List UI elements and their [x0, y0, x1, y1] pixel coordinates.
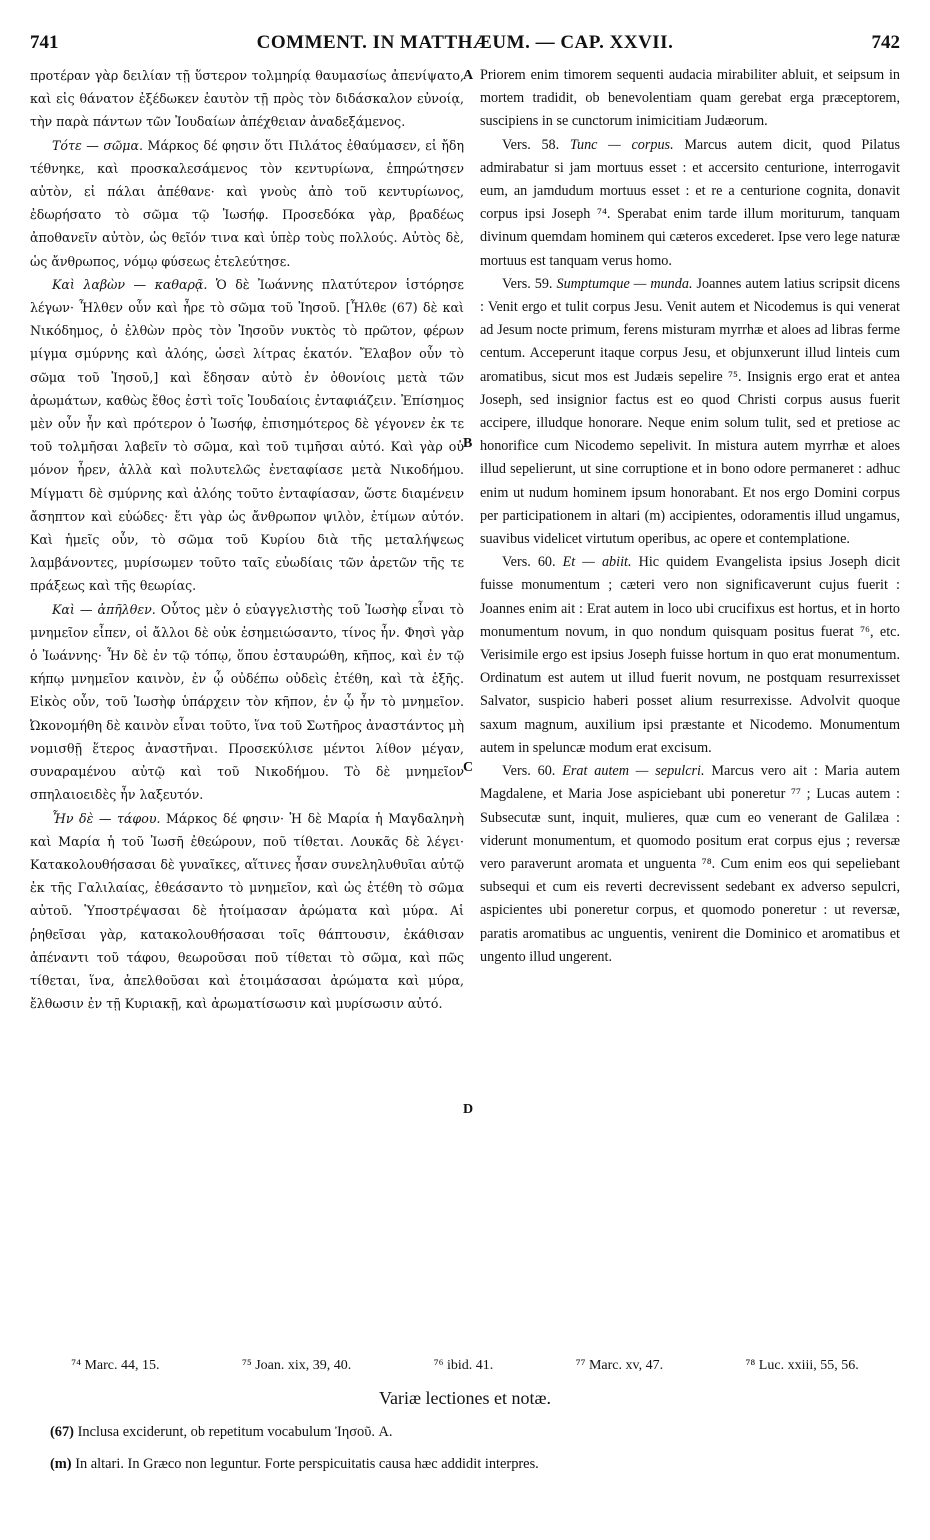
footnote-ref: ⁷⁸ Luc. xxiii, 55, 56.	[745, 1358, 859, 1373]
paragraph-text: Ὁ δὲ Ἰωάννης πλατύτερον ἱστόρησε λέγων· Ἦλθεν οὖν καὶ ἦρε τὸ σῶμα τοῦ Ἰησοῦ. [Ἦλθε (67) δὲ καὶ Νικόδημος, ὁ ἐλθὼν πρὸς τὸν Ἰησοῦν νυκτὸς τὸ πρῶτον, φέρων μίγμα σμύρνης καὶ ἀλόης, ὡσεὶ λίτρας ἑκατόν. Ἔλαβον οὖν τὸ σῶμα τοῦ Ἰησοῦ,] καὶ ἔδησαν αὐτὸ ἐν ὀθονίοις μετὰ τῶν ἀρωμάτων, καθὼς ἔθος ἐστὶ τοῖς Ἰουδαίοις ἐνταφιάζειν. Ἐπίσημος μὲν οὖν ἦν καὶ πρότερον ὁ Ἰωσήφ, ἐπισημότερος δὲ γέγονεν ἐκ τε τοῦ τολμῆσαι λαβεῖν τὸ σῶμα, καὶ τοῦ τιμῆσαι αὐτό. Καὶ γὰρ οὐ μόνον ἦρεν, ἀλλὰ καὶ πολυτελῶς ἐνεταφίασε μετὰ Νικοδήμου. Μίγματι δὲ σμύρνης καὶ ἀλόης τοῦτο ἐνταφίασαν, ὥστε διαμένειν ἄσηπτον καὶ εὐώδες· ἔτι γὰρ ὡς ἄνθρωπον ψιλὸν, ἐτίμων αὐτόν. Καὶ ἡμεῖς οὖν, τὸ σῶμα τοῦ Κυρίου διὰ τῆς μεταλήψεως λαμβάνοντες, μυρίσωμεν τοῦτο ταῖς εὐωδίαις τῶν ἀρετῶν τῆς τε πράξεως καὶ τῆς θεωρίας.	[30, 276, 464, 594]
paragraph-text: προτέραν γὰρ δειλίαν τῇ ὕστερον τολμηρίᾳ θαυμασίως ἀπενίψατο, καὶ εἰς θάνατον ἐξέδωκεν ἑαυτὸν τῇ πρὸς τὸν διδάσκαλον εὐνοίᾳ, τὴν παρὰ πάντων τῶν Ἰουδαίων ἀπέχθειαν ἀναδεξάμενος.	[30, 68, 464, 130]
paragraph-text: Marcus vero ait : Maria autem Magdalene, et Maria Jose aspiciebant ubi poneretur ⁷⁷ ; Lucas autem : Subsecutæ sunt, inquit, mulieres, quæ cum eo venerant de Galilæa : viderunt monumentum, et quomodo positum erat corpus ejus ; reversæ vero paraverunt aromata et unguenta ⁷⁸. Cum enim eos qui sepeliebant subsequi et cum eis reverti decrevissent sedebant ex adverso sepulcri, aspicientes ubi poneretur corpus, et quomodo poneretur : ut reversæ, paratis aromatibus ac unguentis, venirent die Dominico et aromatibus et ungento illud ungerent.	[480, 763, 901, 965]
note-67	[50, 1424, 900, 1441]
lemma: Et — abiit.	[562, 554, 632, 571]
greek-paragraph	[30, 64, 464, 134]
page-number-left: 741	[30, 32, 59, 53]
paragraph-text: Μάρκος δέ φησιν· Ἡ δὲ Μαρία ἡ Μαγδαληνὴ καὶ Μαρία ἡ τοῦ Ἰωσῆ ἐθεώρουν, ποῦ τίθεται. Λουκᾶς δὲ λέγει· Κατακολουθήσασαι δὲ γυναῖκες, αἵτινες ἦσαν συνεληλυθυῖαι αὐτῷ ἐκ τῆς Γαλιλαίας, ἐθεάσαντο τὸ μνημεῖον, καὶ ὡς ἐτέθη τὸ σῶμα αὐτοῦ. Ὑποστρέψασαι δὲ ἡτοίμασαν ἀρώματα καὶ μύρα. Αἱ ῥηθεῖσαι γὰρ, κατακολουθήσασαι τοῖς θάπτουσιν, ἐκάθισαν ἀπέναντι τοῦ τάφου, θεωροῦσαι ποῦ τίθεται τὸ σῶμα, καὶ πῶς τίθεται, ἵνα, ἀπελθοῦσαι καὶ ἑτοιμάσασαι ἀρώματα καὶ μύρα, ἔλθωσιν ἐν τῇ Κυριακῇ, καὶ ἀρωματίσωσιν καὶ μυρίσωσιν αὐτό.	[30, 810, 464, 1012]
note-text: Inclusa exciderunt, ob repetitum vocabulum Ἰησοῦ. A.	[77, 1424, 393, 1440]
latin-paragraph	[480, 134, 900, 273]
footnote-ref: ⁷⁵ Joan. xix, 39, 40.	[241, 1358, 352, 1373]
greek-column	[30, 64, 464, 1015]
latin-column	[480, 64, 900, 969]
footnote-ref: ⁷⁷ Marc. xv, 47.	[575, 1358, 664, 1373]
verse-label: Vers. 60.	[502, 763, 556, 780]
running-header	[30, 32, 900, 58]
verse-label: Vers. 60.	[502, 554, 556, 571]
verse-label: Vers. 58.	[502, 136, 560, 153]
page-number-right: 742	[871, 32, 900, 53]
verse-label: Vers. 59.	[502, 275, 553, 292]
lemma: Ἦν δὲ — τάφου.	[52, 810, 161, 826]
lemma: Tunc — corpus.	[569, 136, 674, 153]
lemma: Καὶ — ἀπῆλθεν.	[52, 601, 156, 617]
footnote-ref: ⁷⁴ Marc. 44, 15.	[71, 1358, 160, 1373]
margin-marker-d: D	[463, 1102, 474, 1117]
paragraph-text: Joannes autem latius scripsit dicens : Venit ergo et tulit corpus Jesu. Venit autem et Nicodemus is qui venerat ad Jesum nocte primum, ferens misturam myrrhæ et aloes ad libras ferme centum. Acceperunt itaque corpus Jesu, et objunxerunt illud linteis cum aromatibus, sicut mos est Judæis sepelire ⁷⁵. Insignis ergo erat et antea Joseph, sed insignior factus est eo quod Christi corpus ausus fuerit accipere, illudque honorare. Neque enim solum tulit, sed et pretiose ac honorifice cum Nicodemo sepelivit. In mistura autem myrrhæ et aloes illud sepelierunt, ut sine corruptione et in bono odore permaneret : adhuc enim ut nudum hominem ipsum honorabant. Et nos ergo Domini corpus per participationem in altari (m) accipientes, odoramentis illud ungamus, suavibus videlicet virtutum operibus, ac opere et contemplatione.	[480, 275, 900, 548]
greek-paragraph	[30, 807, 464, 1016]
paragraph-text: Hic quidem Evangelista ipsius Joseph dicit fuisse monumentum ; cæteri vero non significaverunt cujus fuerit : Joannes enim ait : Erat autem in loco ubi crucifixus est hortus, et in horto monumentum novum, in quo nondum quisquam positus fuerat ⁷⁶, etc. Verisimile ergo est ipsius Joseph fuisse hortum in quo erat monumentum. Ordinatum est autem ut illud fuerit novum, ne postquam resurrexisset Salvator, suspicio haberi posset alium resurrexisse. Advolvit quoque saxum magnum, auxilium ipsi præstante et Nicodemo. Monumentum autem in speluncæ modum erat excisum.	[480, 554, 901, 756]
paragraph-text: Μάρκος δέ φησιν ὅτι Πιλάτος ἐθαύμασεν, εἰ ἤδη τέθνηκε, καὶ προσκαλεσάμενος τὸν κεντυρίωνα, ἐπηρώτησεν αὐτὸν, εἰ πάλαι ἀπέθανε· καὶ γνοὺς ἀπὸ τοῦ κεντυρίωνος, ἐδωρήσατο τὸ σῶμα τῷ Ἰωσήφ. Προσεδόκα γὰρ, βραδέως ἀποθανεῖν αὐτὸν, ὡς θεῖόν τινα καὶ ὑπὲρ τοὺς πολλούς. Αὐτὸς δὲ, ὡς ἄνθρωπος, νόμῳ φύσεως ἐτελεύτησε.	[30, 137, 465, 269]
lemma: Erat autem — sepulcri.	[562, 763, 705, 780]
paragraph-text: Marcus autem dicit, quod Pilatus admirabatur si jam mortuus esset : et accersito centurione, interrogavit eum, an jamdudum mortuus esset : et re a centurione cognita, donavit corpus ipsi Joseph ⁷⁴. Sperabat enim tarde illum moriturum, tanquam divinum quemdam hominem qui cæteros excederet. Ipse vero lege naturæ mortuus est tanquam verus homo.	[480, 136, 901, 269]
lemma: Sumptumque — munda.	[556, 275, 693, 292]
margin-marker-a: A	[463, 68, 474, 83]
lemma: Τότε — σῶμα.	[52, 137, 143, 153]
greek-paragraph	[30, 134, 464, 273]
lemma: Καὶ λαβὼν — καθαρᾷ.	[52, 276, 208, 292]
running-title: COMMENT. IN MATTHÆUM. — CAP. XXVII.	[256, 32, 674, 53]
margin-markers	[463, 64, 477, 1314]
margin-marker-c: C	[463, 760, 474, 775]
note-label: (67)	[50, 1424, 74, 1440]
paragraph-text: Priorem enim timorem sequenti audacia mirabiliter abluit, et seipsum in mortem tradidit, ob benevolentiam quam gerebat erga præceptorem, suscipiens in se cunctorum inimicitiam Judæorum.	[480, 67, 900, 130]
paragraph-text: Οὗτος μὲν ὁ εὐαγγελιστὴς τοῦ Ἰωσὴφ εἶναι τὸ μνημεῖον εἶπεν, οἱ ἄλλοι δὲ οὐκ ἐσημειώσαντο, τίνος ἦν. Φησὶ γὰρ ὁ Ἰωάννης· Ἦν δὲ ἐν τῷ τόπῳ, ὅπου ἐσταυρώθη, κῆπος, καὶ ἐν τῷ κήπῳ μνημεῖον καινὸν, ἐν ᾧ οὐδέπω οὐδεὶς ἐτέθη, καὶ τὰ ἑξῆς. Εἰκὸς οὖν, τοῦ Ἰωσὴφ ὑπάρχειν τὸν κῆπον, ἐν ᾧ ἦν τὸ μνημεῖον. Ὠκονομήθη δὲ καινὸν εἶναι τοῦτο, ἵνα τοῦ Σωτῆρος ἀναστάντος μὴ νομισθῇ ἕτερος ἀναστῆναι. Προσεκύλισε μέντοι λίθον μέγαν, συναραμένου αὐτῷ καὶ τοῦ Νικοδήμου. Τὸ δὲ μνημεῖον σπηλαιοειδὲς ἦν λαξευτόν.	[30, 601, 464, 803]
variae-lectiones-heading: Variæ lectiones et notæ.	[379, 1388, 551, 1408]
latin-paragraph	[480, 760, 900, 969]
note-text: In altari. In Græco non leguntur. Forte perspicuitatis causa hæc addidit interpres.	[75, 1456, 539, 1472]
greek-paragraph	[30, 598, 464, 807]
latin-paragraph	[480, 273, 900, 551]
greek-paragraph	[30, 273, 464, 598]
latin-paragraph	[480, 64, 900, 134]
footnote-ref: ⁷⁶ ibid. 41.	[433, 1358, 494, 1373]
note-m	[50, 1456, 900, 1473]
note-label: (m)	[50, 1456, 72, 1472]
footnote-references	[30, 1358, 900, 1374]
latin-paragraph	[480, 551, 900, 760]
margin-marker-b: B	[463, 436, 473, 451]
